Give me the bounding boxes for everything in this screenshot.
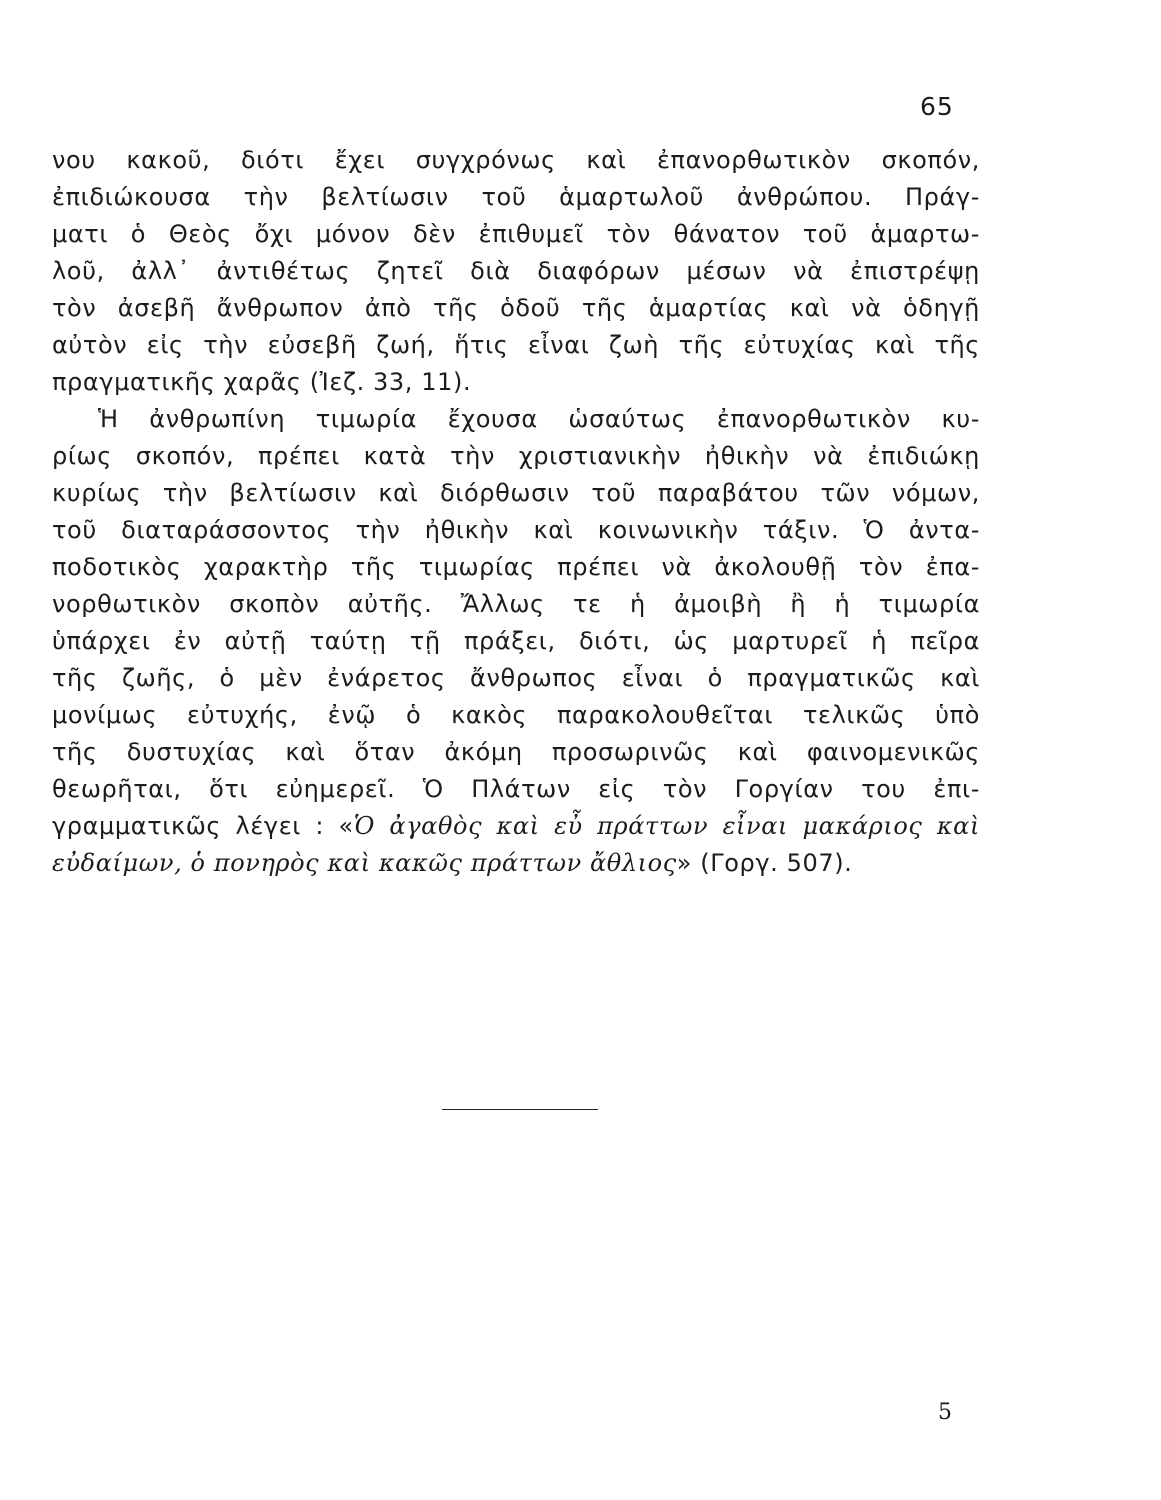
text-line: τοῦ διαταράσσοντος τὴν ἠθικὴν καὶ κοινωνικὴν τάξιν. Ὁ ἀντα-: [52, 516, 980, 544]
text-line: ρίως σκοπόν, πρέπει κατὰ τὴν χριστιανικὴν ἠθικὴν νὰ ἐπιδιώκῃ: [52, 442, 980, 470]
text-line: ποδοτικὸς χαρακτὴρ τῆς τιμωρίας πρέπει νὰ ἀκολουθῇ τὸν ἐπα-: [52, 553, 980, 581]
text-line: ὑπάρχει ἐν αὐτῇ ταύτῃ τῇ πράξει, διότι, ὡς μαρτυρεῖ ἡ πεῖρα: [52, 627, 980, 655]
page-number: 65: [920, 92, 954, 121]
quote-italic: εὐδαίμων, ὁ πονηρὸς καὶ κακῶς πράττων ἄθλιος: [52, 849, 677, 877]
text-line: μονίμως εὐτυχής, ἐνῷ ὁ κακὸς παρακολουθεῖται τελικῶς ὑπὸ: [52, 701, 980, 729]
text-line: νου κακοῦ, διότι ἔχει συγχρόνως καὶ ἐπανορθωτικὸν σκοπόν,: [52, 146, 980, 174]
text-line: αὐτὸν εἰς τὴν εὐσεβῆ ζωή, ἥτις εἶναι ζωὴ τῆς εὐτυχίας καὶ τῆς: [52, 331, 980, 359]
section-divider: [442, 1109, 598, 1110]
text-line: θεωρῆται, ὅτι εὐημερεῖ. Ὁ Πλάτων εἰς τὸν Γοργίαν του ἐπι-: [52, 775, 980, 803]
quote-italic: Ὁ ἀγαθὸς καὶ εὖ πράττων εἶναι μακάριος καὶ: [353, 812, 980, 840]
quote-tail: » (Γοργ. 507).: [676, 849, 853, 877]
text-line: τὸν ἀσεβῆ ἄνθρωπον ἀπὸ τῆς ὁδοῦ τῆς ἁμαρτίας καὶ νὰ ὁδηγῇ: [52, 294, 980, 322]
paragraph-first-line: Ἡ ἀνθρωπίνη τιμωρία ἔχουσα ὡσαύτως ἐπανορθωτικὸν κυ-: [98, 405, 980, 433]
quote-line: [52, 845, 980, 882]
body-text: [52, 142, 980, 882]
text-line: ἐπιδιώκουσα τὴν βελτίωσιν τοῦ ἁμαρτωλοῦ ἀνθρώπου. Πράγ-: [52, 183, 980, 211]
text-line: ματι ὁ Θεὸς ὄχι μόνον δὲν ἐπιθυμεῖ τὸν θάνατον τοῦ ἁμαρτω-: [52, 220, 980, 248]
signature-mark: 5: [938, 1400, 952, 1425]
text-line: τῆς ζωῆς, ὁ μὲν ἐνάρετος ἄνθρωπος εἶναι ὁ πραγματικῶς καὶ: [52, 664, 980, 692]
text-line: λοῦ, ἀλλ᾽ ἀντιθέτως ζητεῖ διὰ διαφόρων μέσων νὰ ἐπιστρέψῃ: [52, 257, 980, 285]
text-line: νορθωτικὸν σκοπὸν αὐτῆς. Ἄλλως τε ἡ ἀμοιβὴ ἢ ἡ τιμωρία: [52, 590, 980, 618]
text-line: πραγματικῆς χαρᾶς (Ἰεζ. 33, 11).: [52, 368, 472, 396]
quote-line: [52, 808, 980, 845]
text-line: τῆς δυστυχίας καὶ ὅταν ἀκόμη προσωρινῶς καὶ φαινομενικῶς: [52, 738, 980, 766]
text-line: κυρίως τὴν βελτίωσιν καὶ διόρθωσιν τοῦ παραβάτου τῶν νόμων,: [52, 479, 980, 507]
quote-lead: γραμματικῶς λέγει : «: [52, 812, 354, 840]
